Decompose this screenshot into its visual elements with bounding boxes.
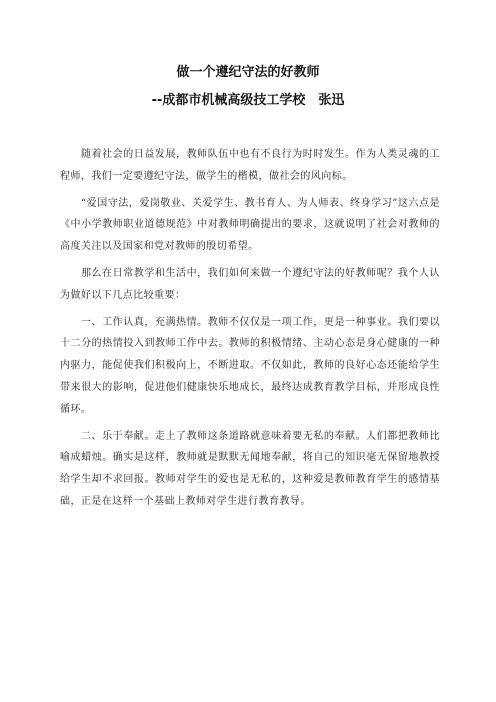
paragraph-point-one: 一、工作认真，充满热情。教师不仅仅是一项工作，更是一种事业。我们要以十二分的热情投入到教师工作中去。教师的积极情绪、主动心态是身心健康的一种内驱力，能促使我们积极向上，不断进取。不仅如此，教师的良好心态还能给学生带来很大的影响，促进他们健康快乐地成长，最终达成教育教学目标，并形成良性循环。 xyxy=(60,316,440,415)
document-subtitle: --成都市机械高级技工学校 张迅 xyxy=(151,93,345,108)
paragraph-point-two: 二、乐于奉献。走上了教师这条道路就意味着要无私的奉献。人们都把教师比喻成蜡烛。确实是这样，教师就是默默无闻地奉献，将自己的知识毫无保留地教授给学生却不求回报。教师对学生的爱也是无私的，这种爱是教师教育学生的感情基础，正是在这样一个基础上教师对学生进行教育教导。 xyxy=(60,430,440,507)
paragraph-question: 那么在日常教学和生活中，我们如何来做一个遵纪守法的好教师呢？我个人认为做好以下几点比较重要： xyxy=(60,267,440,301)
paragraph-standards: “爱国守法，爱岗敬业、关爱学生、教书育人、为人师表、终身学习”这六点是《中小学教师职业道德规范》中对教师明确提出的要求，这就说明了社会对教师的高度关注以及国家和党对教师的殷切希望。 xyxy=(60,197,440,253)
document-title: 做一个遵纪守法的好教师 xyxy=(176,65,320,80)
paragraph-intro: 随着社会的日益发展，教师队伍中也有不良行为时时发生。作为人类灵魂的工程师，我们一定要遵纪守法，做学生的楷模，做社会的风向标。 xyxy=(60,149,440,182)
document-body xyxy=(60,144,440,518)
